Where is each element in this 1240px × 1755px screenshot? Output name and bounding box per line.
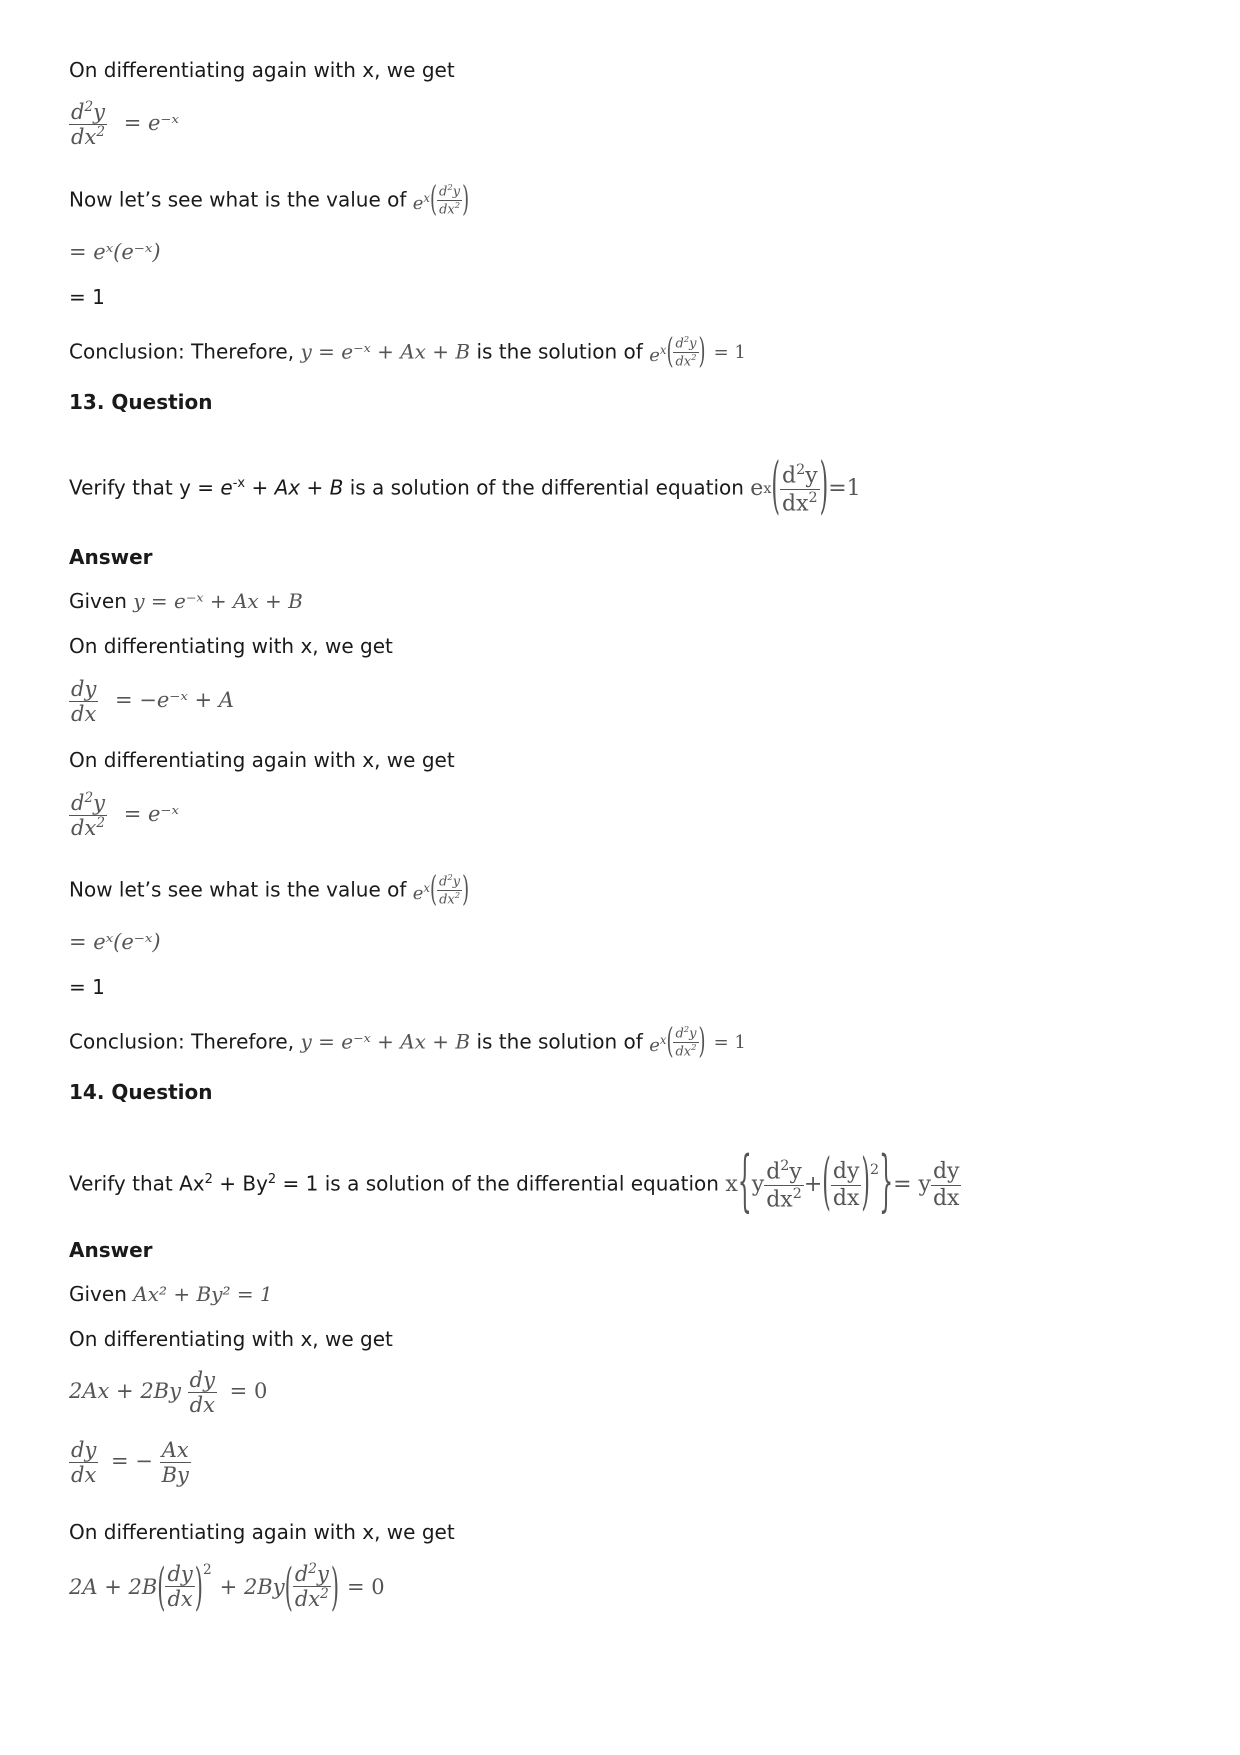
q12-d2y-equation: $\frac{d^2y}{dx^2}$ = e⁻ˣ <box>71 99 179 150</box>
q12-step2: = 1 <box>69 285 105 309</box>
q13-step1: = eˣ(e⁻ˣ) <box>69 930 161 954</box>
q14-heading: 14. Question <box>69 1080 213 1104</box>
q14-statement: Verify that $Ax^2 + By^2 = 1$ is a solution of the differential equation x { y $\frac{d^2y}{dx^2}$ + ( $\frac{dy}{dx}$ ) $^2$ } = y $\frac{dy}{dx}$ <box>69 1146 960 1222</box>
q13-conclusion: Conclusion: Therefore, y = e⁻ˣ + Ax + B is the solution of $e^x$ ( $\frac{d^2y}{dx^2}$ ) = 1 <box>69 1021 746 1062</box>
q14-diff-again-text: On differentiating again with x, we get <box>69 1520 455 1544</box>
q12-conclusion: Conclusion: Therefore, y = e⁻ˣ + Ax + B is the solution of $e^x$ ( $\frac{d^2y}{dx^2}$ ) = 1 <box>69 331 746 372</box>
q14-eq3: 2A + 2B ( $\frac{dy}{dx}$ ) $^2$ + 2By ( $\frac{d^2y}{dx^2}$ ) = 0 <box>69 1557 385 1616</box>
q13-answer-heading: Answer <box>69 545 153 569</box>
q12-diff-again-text: On differentiating again with x, we get <box>69 58 455 82</box>
q13-value-line: Now let’s see what is the value of $e^x$ ( $\frac{d^2y}{dx^2}$ ) <box>69 869 470 910</box>
q14-eq2: $\frac{dy}{dx}$ = − $\frac{Ax}{By}$ <box>71 1438 189 1488</box>
q14-diff-once-text: On differentiating with x, we get <box>69 1327 393 1351</box>
q13-diff-once-text: On differentiating with x, we get <box>69 634 393 658</box>
q12-value-line: Now let’s see what is the value of $e^x$ ( $\frac{d^2y}{dx^2}$ ) <box>69 179 470 220</box>
q13-heading: 13. Question <box>69 390 213 414</box>
q13-dy-equation: $\frac{dy}{dx}$ = −e⁻ˣ + A <box>71 677 234 727</box>
q14-answer-heading: Answer <box>69 1238 153 1262</box>
q14-eq1: 2Ax + 2By $\frac{dy}{dx}$ = 0 <box>69 1368 268 1418</box>
q13-statement: Verify that $y = e^{-x} + Ax + B$ is a solution of the differential equation e x ( $\frac{d^2y}{dx^2}$ ) =1 <box>69 452 861 523</box>
q14-given: Given Ax² + By² = 1 <box>69 1282 273 1306</box>
q12-step1: = eˣ(e⁻ˣ) <box>69 240 161 264</box>
q13-step2: = 1 <box>69 975 105 999</box>
q13-given: Given y = e⁻ˣ + Ax + B <box>69 589 303 613</box>
q13-diff-again-text: On differentiating again with x, we get <box>69 748 455 772</box>
q13-d2y-equation: $\frac{d^2y}{dx^2}$ = e⁻ˣ <box>71 790 179 841</box>
